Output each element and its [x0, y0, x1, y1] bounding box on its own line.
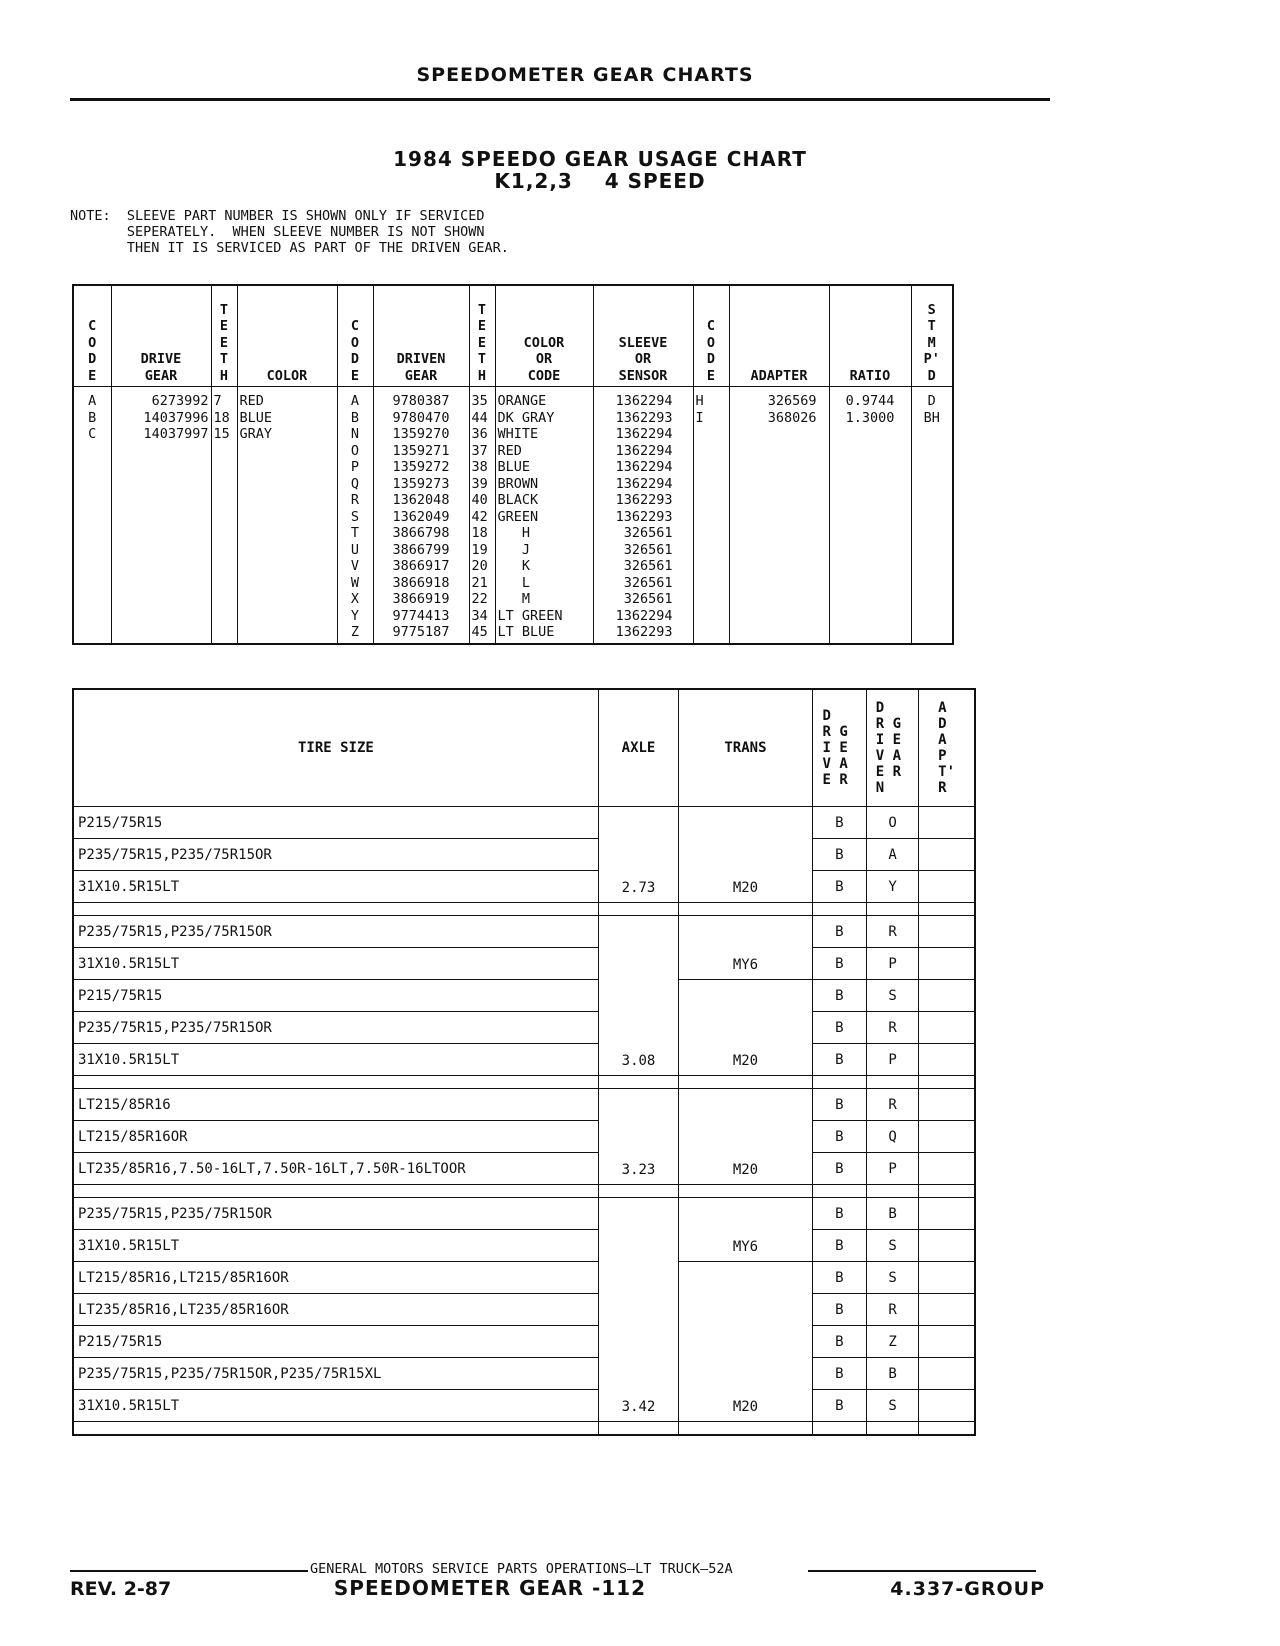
adapter-code-cell: [919, 1012, 975, 1044]
header-teeth-drive: T E E T H: [211, 285, 237, 387]
tire-row: [73, 807, 975, 839]
drive-gear-code-cell: B: [812, 1153, 866, 1185]
driven-sleeves: 1362294 1362293 1362294 1362294 1362294 1362294 1362293 1362293 326561 326561 326561 326561 326561 1362294 1362293: [593, 387, 693, 644]
drive-gear-code-cell: B: [812, 807, 866, 839]
tire-row: [73, 1326, 975, 1358]
drive-gear-code-cell: B: [812, 1121, 866, 1153]
drive-gear-code-cell: B: [812, 1089, 866, 1121]
header-drive-gear: DRIVE GEAR: [111, 285, 211, 387]
tire-row: [73, 916, 975, 948]
trans-cell: M20: [679, 1262, 813, 1422]
footer-rule-left: [70, 1570, 308, 1572]
tire-size-cell: LT235/85R16,7.50-16LT,7.50R-16LT,7.50R-16LTOOR: [73, 1153, 598, 1185]
tire-row: [73, 1294, 975, 1326]
separator-cell: [679, 1185, 813, 1198]
separator-cell: [919, 1185, 975, 1198]
tire-row: [73, 1121, 975, 1153]
adapter-code-cell: [919, 916, 975, 948]
tire-size-cell: 31X10.5R15LT: [73, 871, 598, 903]
driven-codes: A B N O P Q R S T U V W X Y Z: [337, 387, 373, 644]
driven-gear-code-cell: S: [866, 1230, 918, 1262]
driven-gear-code-cell: B: [866, 1358, 918, 1390]
driven-teeth: 35 44 36 37 38 39 40 42 18 19 20 21 22 34 45: [469, 387, 495, 644]
tire-row: [73, 1089, 975, 1121]
adapter-code-cell: [919, 839, 975, 871]
adapter-code-cell: [919, 1326, 975, 1358]
note-text: NOTE: SLEEVE PART NUMBER IS SHOWN ONLY IF SERVICED SEPERATELY. WHEN SLEEVE NUMBER IS NOT SHOWN THEN IT IS SERVICED AS PART OF THE DRIVEN GEAR.: [70, 208, 509, 256]
tire-size-cell: 31X10.5R15LT: [73, 1044, 598, 1076]
separator-cell: [866, 1185, 918, 1198]
tire-row: [73, 1230, 975, 1262]
axle-cell: 2.73: [598, 807, 678, 903]
tire-row: [73, 871, 975, 903]
header-drive-gear-code: D R G I E V A E R: [812, 689, 866, 807]
header-tire-size: TIRE SIZE: [73, 689, 598, 807]
gear-table-body-row: [73, 387, 953, 644]
separator-cell: [919, 1422, 975, 1436]
separator-cell: [679, 1422, 813, 1436]
drive-gear-code-cell: B: [812, 871, 866, 903]
drive-colors: RED BLUE GRAY: [237, 387, 337, 644]
axle-cell: 3.42: [598, 1198, 678, 1422]
gear-table-header-row: [73, 285, 953, 387]
driven-gear-code-cell: R: [866, 1294, 918, 1326]
tire-size-cell: P215/75R15: [73, 980, 598, 1012]
drive-gear-code-cell: B: [812, 1358, 866, 1390]
group-separator-row: [73, 1422, 975, 1436]
drive-gear-code-cell: B: [812, 1044, 866, 1076]
trans-cell: M20: [679, 980, 813, 1076]
adapter-stmpd: D BH: [911, 387, 953, 644]
adapter-code-cell: [919, 948, 975, 980]
separator-cell: [812, 1422, 866, 1436]
driven-gear-code-cell: B: [866, 1198, 918, 1230]
trans-cell: MY6: [679, 916, 813, 980]
tire-table-body: [73, 807, 975, 1436]
drive-gear-code-cell: B: [812, 980, 866, 1012]
trans-cell: M20: [679, 1089, 813, 1185]
adapter-code-cell: [919, 1358, 975, 1390]
footer-group: 4.337-GROUP: [890, 1578, 1045, 1600]
header-code-drive: C O D E: [73, 285, 111, 387]
drive-gear-code-cell: B: [812, 948, 866, 980]
tire-row: [73, 1153, 975, 1185]
header-code-adapter: C O D E: [693, 285, 729, 387]
header-color: COLOR: [237, 285, 337, 387]
adapter-code-cell: [919, 1153, 975, 1185]
driven-gear-code-cell: Y: [866, 871, 918, 903]
tire-row: [73, 948, 975, 980]
tire-size-cell: 31X10.5R15LT: [73, 1230, 598, 1262]
driven-gear-code-cell: S: [866, 1390, 918, 1422]
tire-row: [73, 1358, 975, 1390]
footer-page-title: SPEEDOMETER GEAR -112: [333, 1576, 647, 1600]
separator-cell: [73, 1422, 598, 1436]
tire-size-cell: LT215/85R16,LT215/85R16OR: [73, 1262, 598, 1294]
header-ratio: RATIO: [829, 285, 911, 387]
adapter-ratios: 0.9744 1.3000: [829, 387, 911, 644]
tire-size-cell: P235/75R15,P235/75R15OR: [73, 839, 598, 871]
separator-cell: [919, 1076, 975, 1089]
drive-gear-code-cell: B: [812, 1294, 866, 1326]
adapter-code-cell: [919, 1230, 975, 1262]
tire-table-header-row: [73, 689, 975, 807]
header-driven-gear-code: D R G I E V A E R N: [866, 689, 918, 807]
tire-size-cell: 31X10.5R15LT: [73, 948, 598, 980]
tire-size-cell: LT215/85R16OR: [73, 1121, 598, 1153]
driven-gear-code-cell: A: [866, 839, 918, 871]
gear-usage-table: [72, 284, 954, 645]
drive-gears: 6273992 14037996 14037997: [111, 387, 211, 644]
drive-gear-code-cell: B: [812, 916, 866, 948]
adapter-code-cell: [919, 871, 975, 903]
separator-cell: [679, 1076, 813, 1089]
header-teeth-driven: T E E T H: [469, 285, 495, 387]
trans-cell: MY6: [679, 1198, 813, 1262]
separator-cell: [73, 1185, 598, 1198]
driven-gear-code-cell: Z: [866, 1326, 918, 1358]
chart-title-line2: K1,2,3 4 SPEED: [494, 169, 706, 193]
driven-gear-code-cell: R: [866, 1012, 918, 1044]
adapter-numbers: 326569 368026: [729, 387, 829, 644]
axle-cell: 3.08: [598, 916, 678, 1076]
tire-size-cell: P235/75R15,P235/75R15OR,P235/75R15XL: [73, 1358, 598, 1390]
separator-cell: [598, 903, 678, 916]
adapter-code-cell: [919, 1294, 975, 1326]
separator-cell: [812, 903, 866, 916]
drive-gear-code-cell: B: [812, 1262, 866, 1294]
tire-size-cell: P215/75R15: [73, 807, 598, 839]
separator-cell: [598, 1076, 678, 1089]
header-axle: AXLE: [598, 689, 678, 807]
adapter-codes: H I: [693, 387, 729, 644]
footer-operations-line: GENERAL MOTORS SERVICE PARTS OPERATIONS—LT TRUCK—52A: [310, 1561, 733, 1577]
drive-gear-code-cell: B: [812, 839, 866, 871]
group-separator-row: [73, 1185, 975, 1198]
tire-size-cell: P215/75R15: [73, 1326, 598, 1358]
header-driven-gear: DRIVEN GEAR: [373, 285, 469, 387]
separator-cell: [812, 1185, 866, 1198]
tire-row: [73, 1044, 975, 1076]
header-rule: [70, 98, 1050, 101]
tire-size-table: [72, 688, 976, 1436]
driven-colors: ORANGE DK GRAY WHITE RED BLUE BROWN BLACK GREEN H J K L M LT GREEN LT BLUE: [495, 387, 593, 644]
header-adapter-code: A D A P T' R: [919, 689, 975, 807]
adapter-code-cell: [919, 1089, 975, 1121]
tire-row: [73, 1012, 975, 1044]
tire-size-cell: 31X10.5R15LT: [73, 1390, 598, 1422]
adapter-code-cell: [919, 1121, 975, 1153]
header-sleeve-or-sensor: SLEEVE OR SENSOR: [593, 285, 693, 387]
adapter-code-cell: [919, 807, 975, 839]
driven-gear-code-cell: Q: [866, 1121, 918, 1153]
drive-gear-code-cell: B: [812, 1012, 866, 1044]
group-separator-row: [73, 903, 975, 916]
tire-row: [73, 1262, 975, 1294]
separator-cell: [812, 1076, 866, 1089]
driven-gear-code-cell: P: [866, 1044, 918, 1076]
driven-gear-code-cell: P: [866, 948, 918, 980]
driven-gear-code-cell: P: [866, 1153, 918, 1185]
drive-gear-code-cell: B: [812, 1230, 866, 1262]
tire-row: [73, 980, 975, 1012]
driven-gear-code-cell: O: [866, 807, 918, 839]
separator-cell: [598, 1422, 678, 1436]
header-code-driven: C O D E: [337, 285, 373, 387]
tire-size-cell: LT235/85R16,LT235/85R16OR: [73, 1294, 598, 1326]
separator-cell: [866, 1422, 918, 1436]
separator-cell: [866, 903, 918, 916]
adapter-code-cell: [919, 1390, 975, 1422]
tire-row: [73, 1198, 975, 1230]
drive-gear-code-cell: B: [812, 1390, 866, 1422]
separator-cell: [919, 903, 975, 916]
drive-gear-code-cell: B: [812, 1198, 866, 1230]
header-stmpd: S T M P' D: [911, 285, 953, 387]
tire-size-cell: P235/75R15,P235/75R15OR: [73, 1198, 598, 1230]
driven-gear-code-cell: S: [866, 1262, 918, 1294]
separator-cell: [866, 1076, 918, 1089]
separator-cell: [679, 903, 813, 916]
separator-cell: [598, 1185, 678, 1198]
group-separator-row: [73, 1076, 975, 1089]
tire-size-cell: P235/75R15,P235/75R15OR: [73, 1012, 598, 1044]
tire-size-cell: LT215/85R16: [73, 1089, 598, 1121]
adapter-code-cell: [919, 1198, 975, 1230]
footer-revision: REV. 2-87: [70, 1578, 172, 1600]
driven-gear-code-cell: R: [866, 916, 918, 948]
footer-rule-right: [808, 1570, 1036, 1572]
trans-cell: M20: [679, 807, 813, 903]
axle-cell: 3.23: [598, 1089, 678, 1185]
tire-row: [73, 1390, 975, 1422]
separator-cell: [73, 1076, 598, 1089]
tire-row: [73, 839, 975, 871]
chart-title: [0, 148, 1200, 192]
tire-size-cell: P235/75R15,P235/75R15OR: [73, 916, 598, 948]
drive-codes: A B C: [73, 387, 111, 644]
header-color-or-code: COLOR OR CODE: [495, 285, 593, 387]
page-header-title: SPEEDOMETER GEAR CHARTS: [416, 64, 754, 86]
header-trans: TRANS: [679, 689, 813, 807]
adapter-code-cell: [919, 980, 975, 1012]
driven-gear-code-cell: S: [866, 980, 918, 1012]
header-adapter: ADAPTER: [729, 285, 829, 387]
drive-gear-code-cell: B: [812, 1326, 866, 1358]
adapter-code-cell: [919, 1262, 975, 1294]
chart-title-line1: 1984 SPEEDO GEAR USAGE CHART: [393, 147, 807, 171]
adapter-code-cell: [919, 1044, 975, 1076]
driven-gears: 9780387 9780470 1359270 1359271 1359272 1359273 1362048 1362049 3866798 3866799 3866917 3866918 3866919 9774413 9775187: [373, 387, 469, 644]
separator-cell: [73, 903, 598, 916]
drive-teeth: 7 18 15: [211, 387, 237, 644]
driven-gear-code-cell: R: [866, 1089, 918, 1121]
